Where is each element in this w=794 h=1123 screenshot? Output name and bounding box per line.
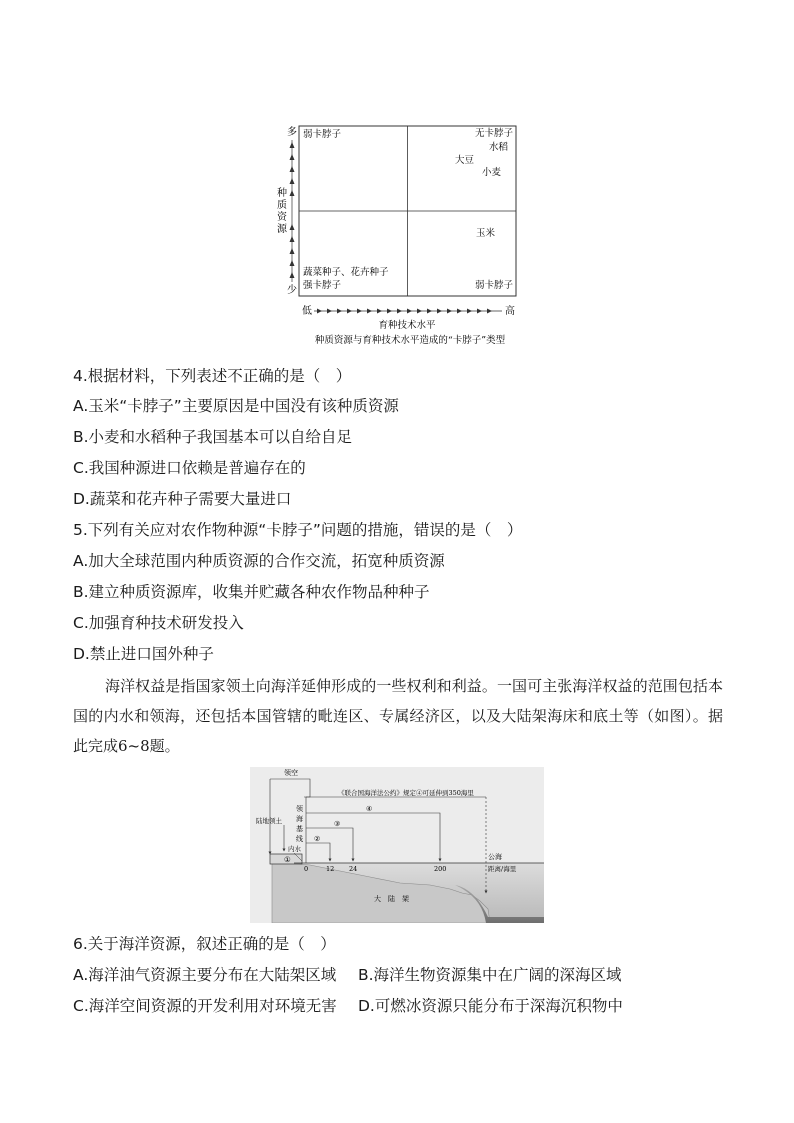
q6-stem: 6.关于海洋资源，叙述正确的是（ ） [73,935,336,953]
q4-option-d: D.蔬菜和花卉种子需要大量进口 [73,490,292,508]
q6-option-d: D.可燃冰资源只能分布于深海沉积物中 [358,997,623,1015]
label-soybean: 大豆 [455,155,475,166]
tick-12: 12 [326,865,335,873]
x-low-label: 低 [302,306,312,317]
circled-2: ② [314,835,321,843]
maritime-zones-figure [250,767,544,923]
internal-waters-label: 内水 [288,845,301,853]
q5-option-b: B.建立种质资源库，收集并贮藏各种农作物品种种子 [73,583,430,601]
label-vegetable-flower-seeds: 蔬菜种子、花卉种子 [303,267,389,278]
q4-option-b: B.小麦和水稻种子我国基本可以自给自足 [73,428,353,446]
label-rice: 水稻 [488,142,508,153]
continental-shelf-label: 大 陆 架 [374,895,409,903]
label-top-right-none: 无卡脖子 [474,128,513,139]
y-low-label: 少 [287,285,297,296]
x-axis-label: 育种技术水平 [378,320,436,331]
airspace-label: 领空 [284,769,298,777]
high-seas-label: 公海 [488,853,502,861]
svg-text:海: 海 [296,815,303,823]
passage-paragraph: 海洋权益是指国家领土向海洋延伸形成的一些权利和利益。一国可主张海洋权益的范围包括本国的内水和领海，还包括本国管辖的毗连区、专属经济区，以及大陆架海床和底土等（如图）。据此完成6~8题。 [73,677,723,755]
q4-option-c: C.我国种源进口依赖是普遍存在的 [73,459,306,477]
svg-text:领: 领 [296,805,303,813]
q5-stem: 5.下列有关应对农作物种源“卡脖子”问题的措施，错误的是（ ） [73,521,523,539]
y-high-label: 多 [287,127,297,138]
q6-option-c: C.海洋空间资源的开发利用对环境无害 [73,997,337,1015]
label-top-left-weak: 弱卡脖子 [303,129,342,140]
label-wheat: 小麦 [481,167,501,178]
q4-stem: 4.根据材料，下列表述不正确的是（ ） [73,367,352,385]
q4-option-a: A.玉米“卡脖子”主要原因是中国没有该种质资源 [73,397,399,415]
tick-0: 0 [304,865,309,873]
land-territory-label: 陆地领土 [256,817,282,825]
label-corn: 玉米 [475,228,495,239]
tick-24: 24 [349,865,358,873]
label-bottom-left-strong: 强卡脖子 [303,280,342,291]
convention-note: 《联合国海洋法公约》规定④可延伸到350海里 [338,789,474,797]
figure-caption: 种质资源与育种技术水平造成的“卡脖子”类型 [314,335,506,346]
kabozi-quadrant-figure [270,118,530,350]
tick-200: 200 [434,865,447,873]
distance-unit-label: 距离/海里 [488,865,517,873]
q5-option-a: A.加大全球范围内种质资源的合作交流，拓宽种质资源 [73,552,445,570]
q6-option-a: A.海洋油气资源主要分布在大陆架区域 [73,966,337,984]
y-axis-arrow-column [290,140,295,282]
x-high-label: 高 [505,306,515,317]
label-bottom-right-weak: 弱卡脖子 [474,280,513,291]
circled-3: ③ [334,820,341,828]
q6-option-b: B.海洋生物资源集中在广阔的深海区域 [358,966,622,984]
svg-text:基: 基 [296,825,303,833]
q5-option-d: D.禁止进口国外种子 [73,645,214,663]
circled-4: ④ [366,805,373,813]
y-axis-label: 种质资源 [277,188,287,235]
q5-option-c: C.加强育种技术研发投入 [73,614,244,632]
circled-1: ① [284,855,291,864]
svg-text:线: 线 [296,835,303,843]
x-axis-arrow-row [314,309,502,314]
